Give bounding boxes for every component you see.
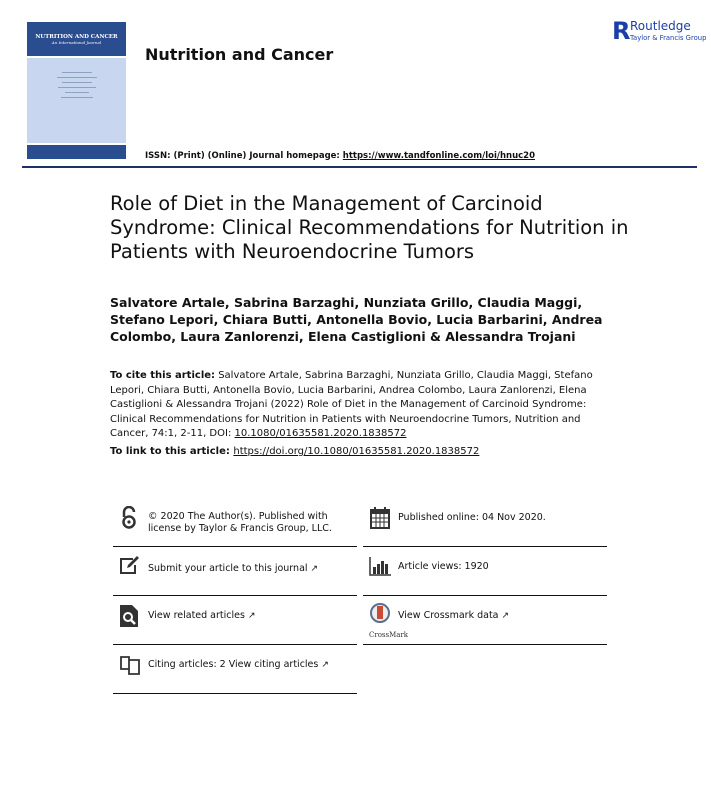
header-divider [22,166,697,168]
article-title: Role of Diet in the Management of Carcinoid Syndrome: Clinical Recommendations for Nutrition in Patients with Neuroendocrine Tumors [110,192,629,263]
license-cell [113,498,357,547]
license-line-1: © 2020 The Author(s). Published with [148,511,328,522]
published-cell [363,498,607,547]
cover-journal-name: NUTRITION AND CANCER [35,34,118,40]
article-link-line [110,446,479,457]
related-articles-link[interactable] [113,596,357,645]
crossmark-icon [369,602,409,639]
external-link-icon: ↗ [310,564,319,574]
related-label: View related articles [148,610,245,621]
external-link-icon: ↗ [247,611,256,621]
article-authors: Salvatore Artale, Sabrina Barzaghi, Nunziata Grillo, Claudia Maggi, Stefano Lepori, Chiara Butti, Antonella Bovio, Lucia Barbarini, Andrea Colombo, Laura Zanlorenzi, Elena Castiglioni & Alessandra Trojani [110,295,603,344]
submit-article-link[interactable] [113,547,357,596]
journal-cover-image [27,22,126,159]
calendar-icon [369,506,389,528]
cite-label: To cite this article: [110,370,216,381]
cite-text: Salvatore Artale, Sabrina Barzaghi, Nunziata Grillo, Claudia Maggi, Stefano Lepori, Chiara Butti, Antonella Bovio, Lucia Barbarini, Andrea Colombo, Laura Zanlorenzi, Elena Castiglioni & Alessandra Trojani (2022) Role of Diet in the Management of Carcinoid Syndrome: Clinical Recommendations for Nutrition in Patients with Neuroendocrine Tumors, Nutrition and Cancer, 74:1, 2-11, DOI: [110,370,593,439]
open-access-lock-icon [119,506,139,528]
cover-subtitle: An International Journal [51,40,102,45]
citing-label: Citing articles: 2 View citing articles [148,659,319,670]
published-date: Published online: 04 Nov 2020. [398,512,546,523]
bar-chart-icon [369,555,389,577]
views-cell [363,547,607,596]
link-label: To link to this article: [110,446,234,457]
submit-label: Submit your article to this journal [148,563,308,574]
edit-pencil-icon [119,555,139,577]
crossmark-label: View Crossmark data [398,610,499,621]
article-views: Article views: 1920 [398,561,489,572]
crossmark-logo-text: CrossMark [369,631,409,639]
citing-articles-link[interactable] [113,645,357,694]
document-search-icon [119,604,139,626]
copy-documents-icon [119,653,139,675]
journal-title: Nutrition and Cancer [145,45,334,64]
citation [110,369,600,442]
external-link-icon: ↗ [321,660,329,670]
crossmark-link[interactable] [363,596,607,645]
journal-homepage-link[interactable]: https://www.tandfonline.com/loi/hnuc20 [342,151,535,161]
article-doi-url-link[interactable]: https://doi.org/10.1080/01635581.2020.1838572 [233,446,480,457]
issn-line [145,151,535,161]
publisher-group: Taylor & Francis Group [630,34,707,42]
issn-label: ISSN: (Print) (Online) Journal homepage: [145,151,343,161]
doi-link[interactable]: 10.1080/01635581.2020.1838572 [234,428,407,439]
publisher-name: Routledge [630,19,691,33]
external-link-icon: ↗ [501,611,510,621]
license-line-2: license by Taylor & Francis Group, LLC. [148,523,332,534]
routledge-r-icon: R [612,17,631,45]
